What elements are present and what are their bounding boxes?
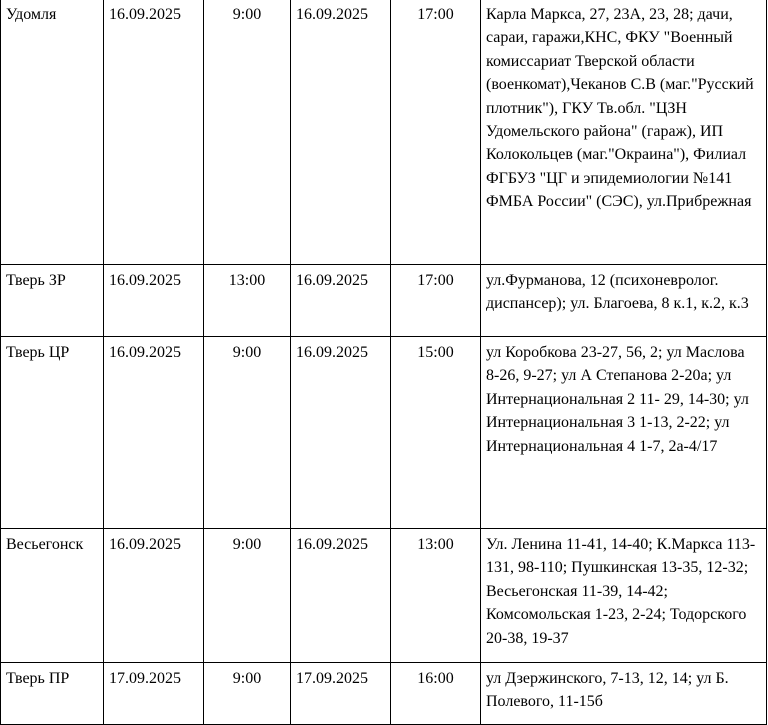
table-row	[1, 529, 767, 663]
city-cell: Удомля	[1, 0, 104, 265]
end-date-cell: 16.09.2025	[291, 529, 391, 663]
start-date-cell: 16.09.2025	[104, 337, 204, 529]
end-date-cell: 17.09.2025	[291, 663, 391, 725]
table-row	[1, 663, 767, 725]
end-date-cell: 16.09.2025	[291, 337, 391, 529]
addresses-cell: ул Коробкова 23-27, 56, 2; ул Маслова 8-26, 9-27; ул А Степанова 2-20а; ул Интернациональная 2 11- 29, 14-30; ул Интернациональная 3 1-13, 2-22; ул Интернациональная 4 1-7, 2а-4/17	[481, 337, 767, 529]
table-row	[1, 337, 767, 529]
table-row	[1, 0, 767, 265]
city-cell: Весьегонск	[1, 529, 104, 663]
addresses-cell: ул.Фурманова, 12 (психоневролог. диспансер); ул. Благоева, 8 к.1, к.2, к.3	[481, 265, 767, 337]
city-cell: Тверь ЗР	[1, 265, 104, 337]
end-time-cell: 17:00	[391, 265, 481, 337]
end-time-cell: 13:00	[391, 529, 481, 663]
start-date-cell: 16.09.2025	[104, 529, 204, 663]
addresses-cell: Карла Маркса, 27, 23А, 23, 28; дачи, сараи, гаражи,КНС, ФКУ "Военный комиссариат Тверской области (военкомат),Чеканов С.В (маг."Русский плотник"), ГКУ Тв.обл. "ЦЗН Удомельского района" (гараж), ИП Колокольцев (маг."Окраина"), Филиал ФГБУЗ "ЦГ и эпидемиологии №141 ФМБА России" (СЭС), ул.Прибрежная	[481, 0, 767, 265]
start-time-cell: 9:00	[204, 337, 291, 529]
addresses-cell: Ул. Ленина 11-41, 14-40; К.Маркса 113-131, 98-110; Пушкинская 13-35, 12-32; Весьегонская 11-39, 14-42; Комсомольская 1-23, 2-24; Тодорского 20-38, 19-37	[481, 529, 767, 663]
table-row	[1, 265, 767, 337]
end-time-cell: 17:00	[391, 0, 481, 265]
start-time-cell: 9:00	[204, 529, 291, 663]
start-date-cell: 16.09.2025	[104, 0, 204, 265]
end-date-cell: 16.09.2025	[291, 265, 391, 337]
end-time-cell: 16:00	[391, 663, 481, 725]
start-date-cell: 16.09.2025	[104, 265, 204, 337]
city-cell: Тверь ПР	[1, 663, 104, 725]
start-time-cell: 13:00	[204, 265, 291, 337]
start-time-cell: 9:00	[204, 663, 291, 725]
end-date-cell: 16.09.2025	[291, 0, 391, 265]
city-cell: Тверь ЦР	[1, 337, 104, 529]
start-time-cell: 9:00	[204, 0, 291, 265]
end-time-cell: 15:00	[391, 337, 481, 529]
start-date-cell: 17.09.2025	[104, 663, 204, 725]
addresses-cell: ул Дзержинского, 7-13, 12, 14; ул Б. Полевого, 11-15б	[481, 663, 767, 725]
